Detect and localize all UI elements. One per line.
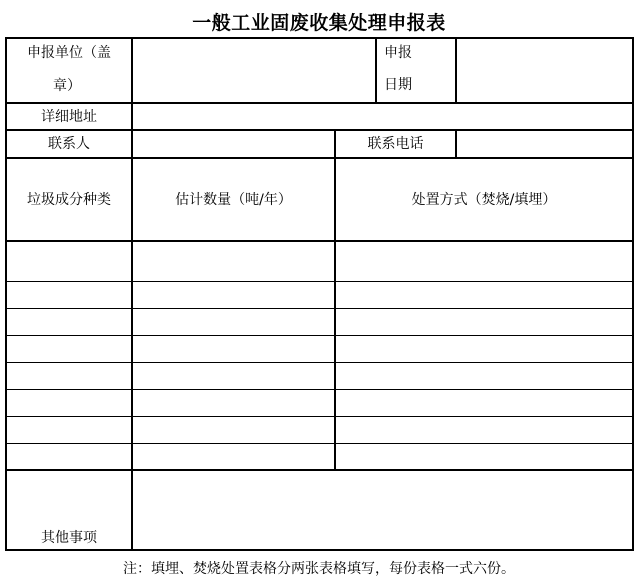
other-matters-label: 其他事项: [41, 530, 97, 546]
address-input[interactable]: [133, 104, 632, 129]
contact-label: 联系人: [48, 136, 90, 152]
quantity-header: 估计数量（吨/年）: [175, 192, 292, 208]
column-divider: [334, 129, 336, 471]
contact-input[interactable]: [133, 131, 334, 157]
row-divider: [5, 308, 634, 309]
row-divider: [5, 281, 634, 282]
form-title: 一般工业固废收集处理申报表: [192, 12, 446, 34]
row-divider: [5, 240, 634, 242]
method-header: 处置方式（焚烧/填埋）: [411, 192, 557, 208]
unit-label: 申报单位（盖: [27, 45, 111, 61]
category-header: 垃圾成分种类: [27, 192, 111, 208]
form-table: [5, 37, 634, 551]
date-label-continued: 日期: [384, 77, 412, 93]
unit-input[interactable]: [133, 39, 375, 102]
phone-input[interactable]: [457, 131, 632, 157]
address-label: 详细地址: [41, 109, 97, 125]
date-label: 申报: [384, 45, 412, 61]
phone-label: 联系电话: [367, 136, 424, 152]
date-input[interactable]: [457, 39, 632, 102]
row-divider: [5, 389, 634, 390]
row-divider: [5, 416, 634, 417]
row-divider: [5, 157, 634, 159]
table-border-right: [632, 37, 634, 551]
row-divider: [5, 362, 634, 363]
row-divider: [5, 443, 634, 444]
footnote: 注：填埋、焚烧处置表格分两张表格填写，每份表格一式六份。: [123, 561, 515, 577]
other-matters-input[interactable]: [133, 471, 632, 549]
unit-label-continued: 章）: [53, 78, 81, 94]
row-divider: [5, 335, 634, 336]
table-border-bottom: [5, 549, 634, 551]
column-divider: [375, 37, 377, 104]
